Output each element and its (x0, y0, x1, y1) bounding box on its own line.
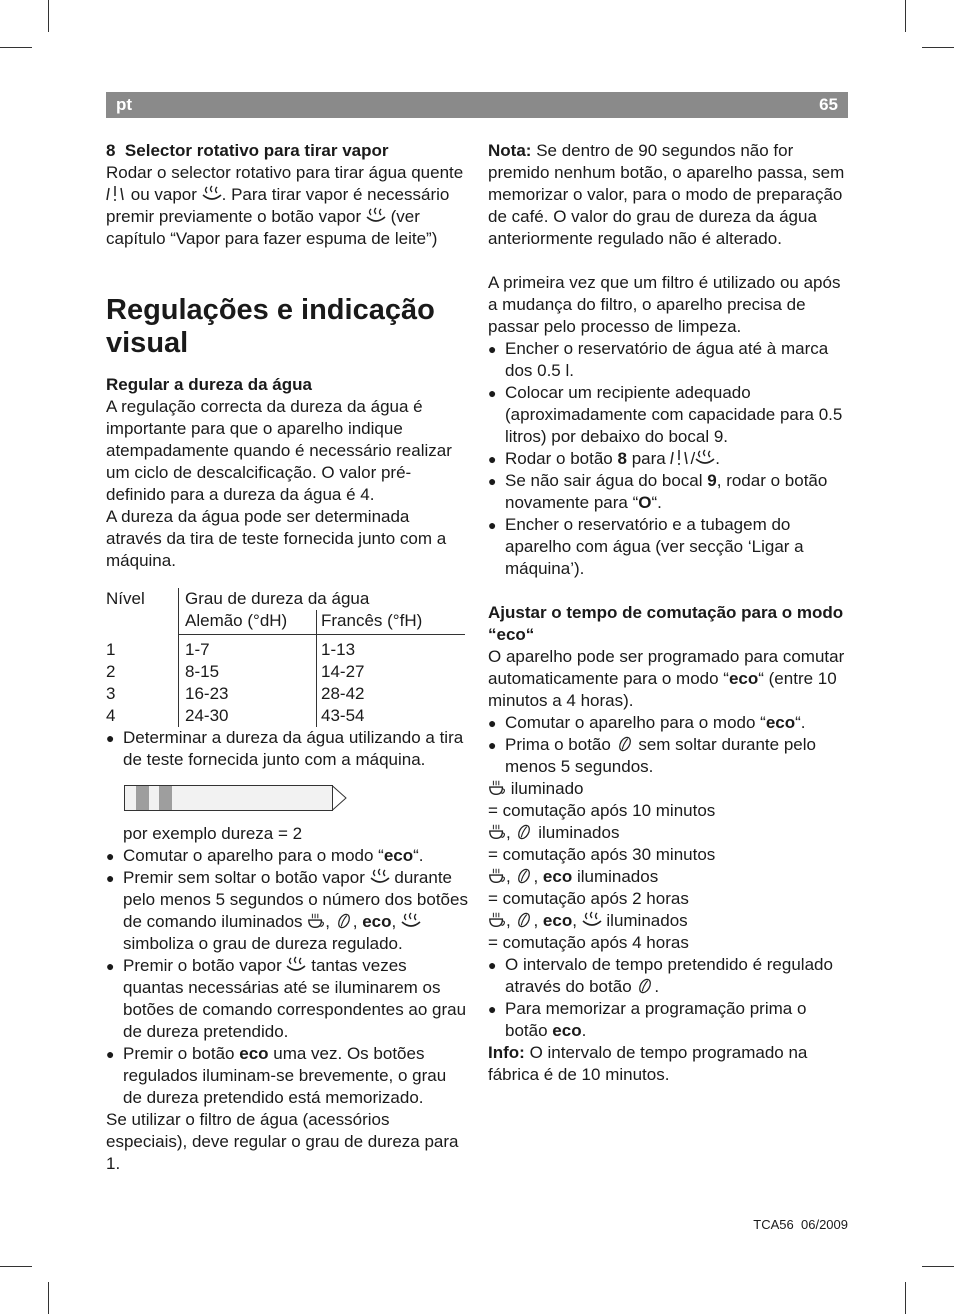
table-row: 2 8-15 14-27 (106, 662, 365, 681)
time-line: = comutação após 30 minutos (488, 845, 716, 864)
steam-icon (695, 449, 715, 467)
table-row: 4 24-30 43-54 (106, 706, 365, 725)
coffee-bean-icon (636, 977, 654, 995)
list-item: ● Premir sem soltar o botão vapor durante pelo menos 5 segundos o número dos botões de comando iluminados , , eco, simboliza o grau de dureza regulado. (106, 867, 468, 955)
footer-model-date: TCA56 06/2009 (753, 1217, 848, 1232)
coffee-cup-icon (488, 779, 506, 797)
steam-icon (370, 868, 390, 886)
subheading-eco-mode: Ajustar o tempo de comutação para o modo “eco“ (488, 603, 844, 644)
hardness-steps-list (106, 845, 468, 1109)
indicator-line: , iluminados (488, 822, 850, 844)
list-item: ● Prima o botão sem soltar durante pelo menos 5 segundos. (488, 734, 850, 778)
crop-mark (922, 1266, 954, 1267)
crop-mark (0, 47, 32, 48)
table-row: 1 1-7 1-13 (106, 635, 465, 662)
info-paragraph: Info: O intervalo de tempo programado na fábrica é de 10 minutos. (488, 1043, 808, 1084)
list-item: ● Encher o reservatório de água até à marca dos 0.5 l. (488, 338, 850, 382)
hot-water-icon (670, 449, 690, 467)
crop-mark (48, 1282, 49, 1314)
filter-steps-list (488, 338, 850, 580)
crop-mark (922, 47, 954, 48)
language-code: pt (116, 95, 133, 114)
coffee-bean-icon (515, 823, 533, 841)
section-8-text: Rodar o selector rotativo para tirar água quente ou vapor . Para tirar vapor é necessário premir previamente o botão vapor (ver capítulo “Vapor para fazer espuma de leite”) (106, 163, 464, 248)
hot-water-icon (106, 185, 126, 203)
coffee-bean-icon (335, 912, 353, 930)
table-header-group: Grau de dureza da água (179, 588, 466, 610)
steam-icon (366, 207, 386, 225)
paragraph: O aparelho pode ser programado para comutar automaticamente para o modo “eco“ (entre 10 minutos a 4 horas). (488, 647, 845, 710)
coffee-cup-icon (488, 911, 506, 929)
example-text: por exemplo dureza = 2 (123, 824, 303, 843)
list-item: ● Encher o reservatório e a tubagem do aparelho com água (ver secção ‘Ligar a máquina’). (488, 514, 850, 580)
paragraph: A regulação correcta da dureza da água é importante para que o aparelho indique atempadamente quando é necessário realizar um ciclo de descalcificação. O valor pré-definido para a dureza da água é 4. (106, 397, 452, 504)
left-column (106, 140, 468, 1175)
crop-mark (0, 1266, 32, 1267)
indicator-line: , , eco, iluminados (488, 910, 850, 932)
page-header-bar (106, 92, 848, 118)
list-item: ● Rodar o botão 8 para / . (488, 448, 850, 470)
paragraph: Se utilizar o filtro de água (acessórios especiais), deve regular o grau de dureza para 1. (106, 1110, 459, 1173)
table-header-level: Nível (106, 589, 145, 608)
paragraph: A primeira vez que um filtro é utilizado ou após a mudança do filtro, o aparelho precisa de passar pelo processo de limpeza. (488, 273, 841, 336)
list-item: ● Comutar o aparelho para o modo “eco“. (106, 845, 468, 867)
time-line: = comutação após 2 horas (488, 889, 689, 908)
list-item: ● Comutar o aparelho para o modo “eco“. (488, 712, 850, 734)
indicator-line: , , eco iluminados (488, 866, 850, 888)
paragraph: A dureza da água pode ser determinada através da tira de teste fornecida junto com a máquina. (106, 507, 447, 570)
steam-icon (286, 956, 306, 974)
right-column (488, 140, 850, 1086)
list-item: ● Para memorizar a programação prima o botão eco. (488, 998, 850, 1042)
list-item: ● Se não sair água do bocal 9, rodar o botão novamente para “O“. (488, 470, 850, 514)
coffee-bean-icon (515, 911, 533, 929)
list-item: ● Determinar a dureza da água utilizando a tira de teste fornecida junto com a máquina. (106, 727, 468, 771)
coffee-cup-icon (307, 912, 325, 930)
steam-icon (401, 912, 421, 930)
coffee-bean-icon (515, 867, 533, 885)
hardness-table (106, 588, 465, 727)
list-item: ● Premir o botão eco uma vez. Os botões regulados iluminam-se brevemente, o grau de dureza pretendido está memorizado. (106, 1043, 468, 1109)
steam-icon (202, 185, 222, 203)
section-8-title: 8 Selector rotativo para tirar vapor (106, 141, 389, 160)
page-number: 65 (819, 95, 838, 114)
table-header-german: Alemão (°dH) (179, 610, 317, 635)
list-item: ● Premir o botão vapor tantas vezes quantas necessárias até se iluminarem os botões de comando correspondentes ao grau de dureza pretendido. (106, 955, 468, 1043)
eco-steps-list (488, 954, 850, 1042)
crop-mark (48, 0, 49, 32)
coffee-cup-icon (488, 823, 506, 841)
hardness-steps-list (106, 727, 468, 771)
main-heading: Regulações e indicação visual (106, 294, 435, 359)
list-item: ● Colocar um recipiente adequado (aproximadamente com capacidade para 0.5 litros) por debaixo do bocal 9. (488, 382, 850, 448)
note-paragraph: Nota: Se dentro de 90 segundos não for premido nenhum botão, o aparelho passa, sem memorizar o valor, para o modo de preparação de café. O valor do grau de dureza da água anteriormente regulado não é alterado. (488, 141, 845, 248)
coffee-cup-icon (488, 867, 506, 885)
list-item: ● O intervalo de tempo pretendido é regulado através do botão . (488, 954, 850, 998)
crop-mark (905, 0, 906, 32)
time-line: = comutação após 4 horas (488, 933, 689, 952)
table-row: 3 16-23 28-42 (106, 684, 365, 703)
subheading-water-hardness: Regular a dureza da água (106, 375, 312, 394)
test-strip-illustration (124, 783, 348, 813)
table-header-french: Francês (°fH) (317, 610, 466, 635)
crop-mark (905, 1282, 906, 1314)
coffee-bean-icon (616, 735, 634, 753)
eco-steps-list (488, 712, 850, 778)
indicator-line: iluminado (488, 778, 850, 800)
steam-icon (582, 911, 602, 929)
time-line: = comutação após 10 minutos (488, 801, 716, 820)
